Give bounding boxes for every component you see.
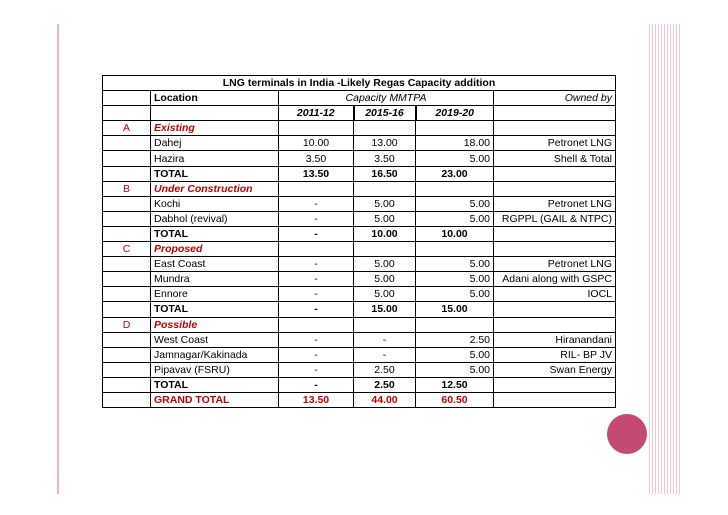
section-name: Under Construction bbox=[151, 181, 279, 196]
table-title: LNG terminals in India -Likely Regas Capacity addition bbox=[103, 76, 616, 91]
row-location: Kochi bbox=[151, 196, 279, 211]
section-letter: D bbox=[103, 317, 151, 332]
section-row bbox=[103, 121, 616, 136]
table-row bbox=[103, 347, 616, 362]
row-location: Pipavav (FSRU) bbox=[151, 362, 279, 377]
total-label: TOTAL bbox=[151, 226, 279, 241]
total-2011-12: - bbox=[279, 302, 354, 317]
empty-cell bbox=[103, 347, 151, 362]
total-2019-20: 15.00 bbox=[416, 302, 494, 317]
year-empty-1 bbox=[103, 106, 151, 121]
empty-cell bbox=[103, 392, 151, 407]
row-value-2011-12: - bbox=[279, 257, 354, 272]
total-row bbox=[103, 226, 616, 241]
row-value-2019-20: 5.00 bbox=[416, 362, 494, 377]
empty-cell bbox=[103, 332, 151, 347]
row-value-2019-20: 5.00 bbox=[416, 272, 494, 287]
total-label: TOTAL bbox=[151, 166, 279, 181]
row-value-2015-16: 3.50 bbox=[354, 151, 416, 166]
table-row bbox=[103, 196, 616, 211]
row-location: Mundra bbox=[151, 272, 279, 287]
empty-cell bbox=[494, 121, 616, 136]
row-value-2019-20: 18.00 bbox=[416, 136, 494, 151]
row-value-2015-16: - bbox=[354, 332, 416, 347]
row-value-2011-12: 3.50 bbox=[279, 151, 354, 166]
row-owner: RIL- BP JV bbox=[494, 347, 616, 362]
total-2015-16: 2.50 bbox=[354, 377, 416, 392]
row-value-2019-20: 5.00 bbox=[416, 211, 494, 226]
year-empty-2 bbox=[151, 106, 279, 121]
grand-total-row bbox=[103, 392, 616, 407]
row-value-2019-20: 5.00 bbox=[416, 151, 494, 166]
empty-cell bbox=[416, 317, 494, 332]
total-2015-16: 16.50 bbox=[354, 166, 416, 181]
table-row bbox=[103, 272, 616, 287]
empty-cell bbox=[103, 272, 151, 287]
row-value-2015-16: 5.00 bbox=[354, 287, 416, 302]
row-value-2015-16: 5.00 bbox=[354, 196, 416, 211]
section-row bbox=[103, 242, 616, 257]
table-row bbox=[103, 257, 616, 272]
empty-cell bbox=[494, 181, 616, 196]
year-row bbox=[103, 106, 616, 121]
total-2015-16: 10.00 bbox=[354, 226, 416, 241]
lng-capacity-table bbox=[102, 75, 616, 408]
empty-cell bbox=[103, 302, 151, 317]
header-location: Location bbox=[151, 91, 279, 106]
row-value-2015-16: 2.50 bbox=[354, 362, 416, 377]
table-row bbox=[103, 287, 616, 302]
total-row bbox=[103, 166, 616, 181]
row-location: Dabhol (revival) bbox=[151, 211, 279, 226]
total-2015-16: 15.00 bbox=[354, 302, 416, 317]
row-owner: Shell & Total bbox=[494, 151, 616, 166]
row-value-2019-20: 5.00 bbox=[416, 196, 494, 211]
header-row bbox=[103, 91, 616, 106]
empty-cell bbox=[103, 287, 151, 302]
row-value-2011-12: - bbox=[279, 211, 354, 226]
row-value-2019-20: 5.00 bbox=[416, 287, 494, 302]
left-decor-line bbox=[57, 24, 59, 494]
row-value-2015-16: 5.00 bbox=[354, 211, 416, 226]
table-row bbox=[103, 211, 616, 226]
row-location: West Coast bbox=[151, 332, 279, 347]
row-value-2015-16: - bbox=[354, 347, 416, 362]
row-owner: Petronet LNG bbox=[494, 257, 616, 272]
total-row bbox=[103, 377, 616, 392]
section-name: Possible bbox=[151, 317, 279, 332]
empty-cell bbox=[103, 377, 151, 392]
section-letter: B bbox=[103, 181, 151, 196]
row-owner: Swan Energy bbox=[494, 362, 616, 377]
grand-total-2015-16: 44.00 bbox=[354, 392, 416, 407]
empty-cell bbox=[416, 242, 494, 257]
empty-cell bbox=[103, 136, 151, 151]
row-value-2011-12: - bbox=[279, 347, 354, 362]
empty-cell bbox=[494, 226, 616, 241]
empty-cell bbox=[354, 317, 416, 332]
row-value-2015-16: 5.00 bbox=[354, 257, 416, 272]
header-capacity: Capacity MMTPA bbox=[279, 91, 494, 106]
total-2011-12: - bbox=[279, 377, 354, 392]
empty-cell bbox=[494, 392, 616, 407]
header-owned-by: Owned by bbox=[494, 91, 616, 106]
table-row bbox=[103, 151, 616, 166]
empty-cell bbox=[416, 181, 494, 196]
total-2019-20: 23.00 bbox=[416, 166, 494, 181]
empty-cell bbox=[416, 121, 494, 136]
row-owner: Petronet LNG bbox=[494, 136, 616, 151]
row-value-2011-12: - bbox=[279, 287, 354, 302]
total-2011-12: - bbox=[279, 226, 354, 241]
section-letter: A bbox=[103, 121, 151, 136]
empty-cell bbox=[103, 211, 151, 226]
section-row bbox=[103, 181, 616, 196]
empty-cell bbox=[103, 196, 151, 211]
row-location: Ennore bbox=[151, 287, 279, 302]
empty-cell bbox=[279, 121, 354, 136]
total-label: TOTAL bbox=[151, 302, 279, 317]
empty-cell bbox=[103, 151, 151, 166]
empty-cell bbox=[354, 181, 416, 196]
grand-total-label: GRAND TOTAL bbox=[151, 392, 279, 407]
empty-cell bbox=[494, 242, 616, 257]
row-value-2019-20: 5.00 bbox=[416, 347, 494, 362]
row-owner: Adani along with GSPC bbox=[494, 272, 616, 287]
row-value-2019-20: 2.50 bbox=[416, 332, 494, 347]
row-owner: Petronet LNG bbox=[494, 196, 616, 211]
grand-total-2011-12: 13.50 bbox=[279, 392, 354, 407]
section-name: Existing bbox=[151, 121, 279, 136]
empty-cell bbox=[103, 166, 151, 181]
total-label: TOTAL bbox=[151, 377, 279, 392]
header-year-2019-20: 2019-20 bbox=[416, 106, 494, 121]
row-value-2011-12: - bbox=[279, 196, 354, 211]
row-value-2011-12: - bbox=[279, 362, 354, 377]
row-value-2011-12: - bbox=[279, 332, 354, 347]
section-letter: C bbox=[103, 242, 151, 257]
table-row bbox=[103, 332, 616, 347]
empty-cell bbox=[279, 181, 354, 196]
empty-cell bbox=[279, 317, 354, 332]
title-row bbox=[103, 76, 616, 91]
row-value-2011-12: - bbox=[279, 272, 354, 287]
row-value-2015-16: 13.00 bbox=[354, 136, 416, 151]
decor-circle bbox=[607, 414, 647, 454]
table-row bbox=[103, 362, 616, 377]
empty-cell bbox=[279, 242, 354, 257]
total-2019-20: 10.00 bbox=[416, 226, 494, 241]
total-2011-12: 13.50 bbox=[279, 166, 354, 181]
total-row bbox=[103, 302, 616, 317]
row-owner: RGPPL (GAIL & NTPC) bbox=[494, 211, 616, 226]
row-owner: Hiranandani bbox=[494, 332, 616, 347]
header-year-2011-12: 2011-12 bbox=[279, 106, 354, 121]
table-row bbox=[103, 136, 616, 151]
empty-cell bbox=[354, 121, 416, 136]
empty-cell bbox=[354, 242, 416, 257]
row-location: Hazira bbox=[151, 151, 279, 166]
year-empty-3 bbox=[494, 106, 616, 121]
header-empty bbox=[103, 91, 151, 106]
row-owner: IOCL bbox=[494, 287, 616, 302]
row-location: East Coast bbox=[151, 257, 279, 272]
empty-cell bbox=[103, 257, 151, 272]
row-value-2019-20: 5.00 bbox=[416, 257, 494, 272]
grand-total-2019-20: 60.50 bbox=[416, 392, 494, 407]
empty-cell bbox=[494, 166, 616, 181]
total-2019-20: 12.50 bbox=[416, 377, 494, 392]
empty-cell bbox=[103, 226, 151, 241]
row-value-2015-16: 5.00 bbox=[354, 272, 416, 287]
empty-cell bbox=[494, 302, 616, 317]
empty-cell bbox=[103, 362, 151, 377]
section-name: Proposed bbox=[151, 242, 279, 257]
row-location: Jamnagar/Kakinada bbox=[151, 347, 279, 362]
header-year-2015-16: 2015-16 bbox=[354, 106, 416, 121]
empty-cell bbox=[494, 377, 616, 392]
empty-cell bbox=[494, 317, 616, 332]
right-decor-stripes bbox=[649, 24, 682, 494]
row-location: Dahej bbox=[151, 136, 279, 151]
section-row bbox=[103, 317, 616, 332]
row-value-2011-12: 10.00 bbox=[279, 136, 354, 151]
